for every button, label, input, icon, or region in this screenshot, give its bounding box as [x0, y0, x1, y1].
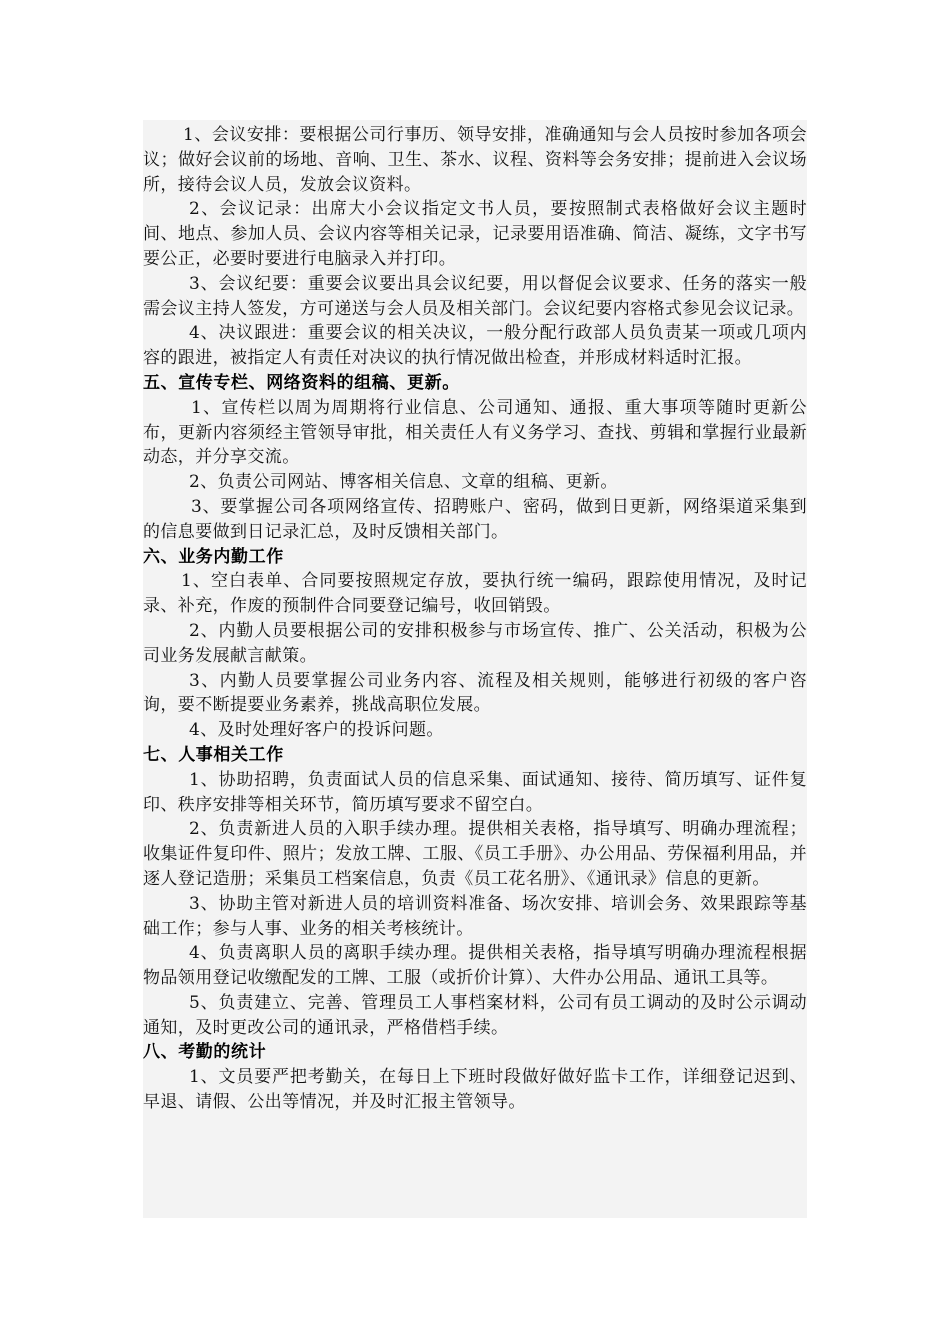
paragraph: 4、及时处理好客户的投诉问题。 — [189, 720, 444, 741]
paragraph: 3、协助主管对新进人员的培训资料准备、场次安排、培训会务、效果跟踪等基础工作；参与人事、业务的相关考核统计。 — [143, 893, 807, 939]
paragraph: 3、内勤人员要掌握公司业务内容、流程及相关规则，能够进行初级的客户咨询，要不断提要业务素养，挑战高职位发展。 — [143, 670, 807, 716]
paragraph: 2、会议记录：出席大小会议指定文书人员，要按照制式表格做好会议主题时间、地点、参加人员、会议内容等相关记录，记录要用语准确、简洁、凝练，文字书写要公正，必要时要进行电脑录入并打印。 — [143, 199, 807, 269]
section-heading: 五、宣传专栏、网络资料的组稿、更新。 — [143, 372, 460, 393]
document-body — [143, 123, 807, 1115]
paragraph: 1、空白表单、合同要按照规定存放，要执行统一编码，跟踪使用情况，及时记录、补充，作废的预制件合同要登记编号，收回销毁。 — [143, 571, 807, 617]
paragraph: 5、负责建立、完善、管理员工人事档案材料，公司有员工调动的及时公示调动通知，及时更改公司的通讯录，严格借档手续。 — [143, 992, 807, 1038]
paragraph: 1、协助招聘，负责面试人员的信息采集、面试通知、接待、简历填写、证件复印、秩序安排等相关环节，简历填写要求不留空白。 — [143, 769, 807, 815]
paragraph: 2、负责公司网站、博客相关信息、文章的组稿、更新。 — [189, 472, 618, 493]
paragraph: 1、会议安排：要根据公司行事历、领导安排，准确通知与会人员按时参加各项会议；做好会议前的场地、音响、卫生、茶水、议程、资料等会务安排；提前进入会议场所，接待会议人员，发放会议资料。 — [143, 125, 807, 195]
section-heading: 八、考勤的统计 — [143, 1042, 267, 1063]
paragraph: 2、负责新进人员的入职手续办理。提供相关表格，指导填写、明确办理流程；收集证件复印件、照片；发放工牌、工服、《员工手册》、办公用品、劳保福利用品，并逐人登记造册；采集员工档案信息，负责《员工花名册》、《通讯录》信息的更新。 — [143, 819, 807, 889]
paragraph: 3、会议纪要：重要会议要出具会议纪要，用以督促会议要求、任务的落实一般需会议主持人签发，方可递送与会人员及相关部门。会议纪要内容格式参见会议记录。 — [143, 273, 807, 319]
paragraph: 1、文员要严把考勤关，在每日上下班时段做好做好监卡工作，详细登记迟到、早退、请假、公出等情况，并及时汇报主管领导。 — [143, 1067, 807, 1113]
section-heading: 七、人事相关工作 — [143, 744, 284, 765]
paragraph: 1、宣传栏以周为周期将行业信息、公司通知、通报、重大事项等随时更新公布，更新内容须经主管领导审批，相关责任人有义务学习、查找、剪辑和掌握行业最新动态，并分享交流。 — [143, 397, 807, 468]
paragraph: 4、负责离职人员的离职手续办理。提供相关表格，指导填写明确办理流程根据物品领用登记收缴配发的工牌、工服（或折价计算）、大件办公用品、通讯工具等。 — [143, 943, 807, 989]
paragraph: 2、内勤人员要根据公司的安排积极参与市场宣传、推广、公关活动，积极为公司业务发展献言献策。 — [143, 620, 807, 666]
paragraph: 3、要掌握公司各项网络宣传、招聘账户、密码，做到日更新，网络渠道采集到的信息要做到日记录汇总，及时反馈相关部门。 — [143, 496, 807, 542]
paragraph: 4、决议跟进：重要会议的相关决议，一般分配行政部人员负责某一项或几项内容的跟进，被指定人有责任对决议的执行情况做出检查，并形成材料适时汇报。 — [143, 323, 807, 369]
section-heading: 六、业务内勤工作 — [143, 546, 284, 567]
